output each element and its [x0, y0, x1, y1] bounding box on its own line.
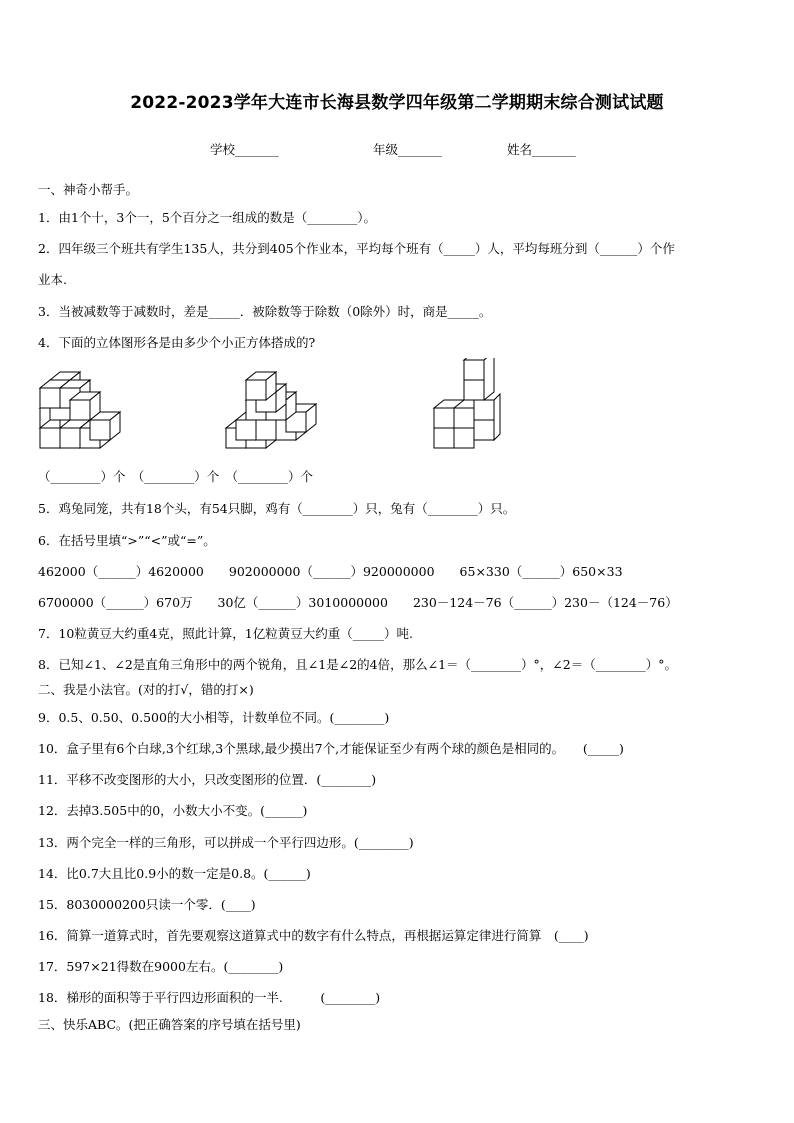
question-6-row-2: 6700000（______）670万 30亿（______）3010000000 230－124－76（______）230－（124－76）: [38, 595, 678, 610]
school-field: 学校_______: [210, 142, 279, 157]
question-12: 12．去掉3.505中的0，小数大小不变。(______): [38, 803, 308, 818]
cube-figure-1: [40, 372, 120, 448]
question-2: 2．四年级三个班共有学生135人，共分到405个作业本，平均每个班有（_____）人，平均每班分到（______）个作: [38, 241, 675, 256]
question-18: 18．梯形的面积等于平行四边形面积的一半. (________): [38, 990, 381, 1005]
question-9: 9．0.5、0.50、0.500的大小相等，计数单位不同。(________): [38, 710, 390, 725]
question-10: 10．盒子里有6个白球,3个红球,3个黑球,最少摸出7个,才能保证至少有两个球的颜色是相同的。 (_____): [38, 741, 624, 756]
question-6-row-1: 462000（______）4620000 902000000（______）920000000 65×330（______）650×33: [38, 564, 623, 579]
section-1-heading: 一、神奇小帮手。: [38, 182, 139, 197]
name-field: 姓名_______: [507, 142, 576, 157]
cube-figures: [30, 358, 360, 458]
question-7: 7．10粒黄豆大约重4克，照此计算，1亿粒黄豆大约重（_____）吨.: [38, 626, 413, 641]
cube-figure-2: [226, 372, 316, 448]
question-1: 1．由1个十，3个一，5个百分之一组成的数是（________）。: [38, 210, 377, 225]
question-17: 17．597×21得数在9000左右。(________): [38, 959, 284, 974]
question-16: 16．简算一道算式时，首先要观察这道算式中的数字有什么特点，再根据运算定律进行简算 (____): [38, 928, 589, 943]
question-3: 3．当被减数等于减数时，差是_____．被除数等于除数（0除外）时，商是_____。: [38, 304, 492, 319]
question-13: 13．两个完全一样的三角形，可以拼成一个平行四边形。(________): [38, 835, 414, 850]
question-11: 11．平移不改变图形的大小，只改变图形的位置．(________): [38, 772, 377, 787]
question-4-answers: （________）个 （________）个 （________）个: [38, 469, 314, 484]
section-3-heading: 三、快乐ABC。(把正确答案的序号填在括号里): [38, 1017, 301, 1032]
page-title: 2022-2023学年大连市长海县数学四年级第二学期期末综合测试试题: [130, 93, 664, 113]
section-2-heading: 二、我是小法官。(对的打√，错的打×): [38, 682, 254, 697]
question-6: 6．在括号里填“>”“<”或“=”。: [38, 533, 216, 548]
question-5: 5．鸡兔同笼，共有18个头，有54只脚，鸡有（________）只，兔有（________）只。: [38, 501, 516, 516]
cube-figure-3-drawing: [430, 358, 510, 458]
question-14: 14．比0.7大且比0.9小的数一定是0.8。(______): [38, 866, 311, 881]
question-15: 15．8030000200只读一个零．(____): [38, 897, 256, 912]
question-8: 8．已知∠1、∠2是直角三角形中的两个锐角，且∠1是∠2的4倍，那么∠1＝（________）°，∠2＝（________）°。: [38, 657, 677, 672]
grade-field: 年级_______: [373, 142, 442, 157]
question-4: 4．下面的立体图形各是由多少个小正方体搭成的?: [38, 335, 316, 350]
question-2-continued: 业本.: [38, 272, 67, 287]
